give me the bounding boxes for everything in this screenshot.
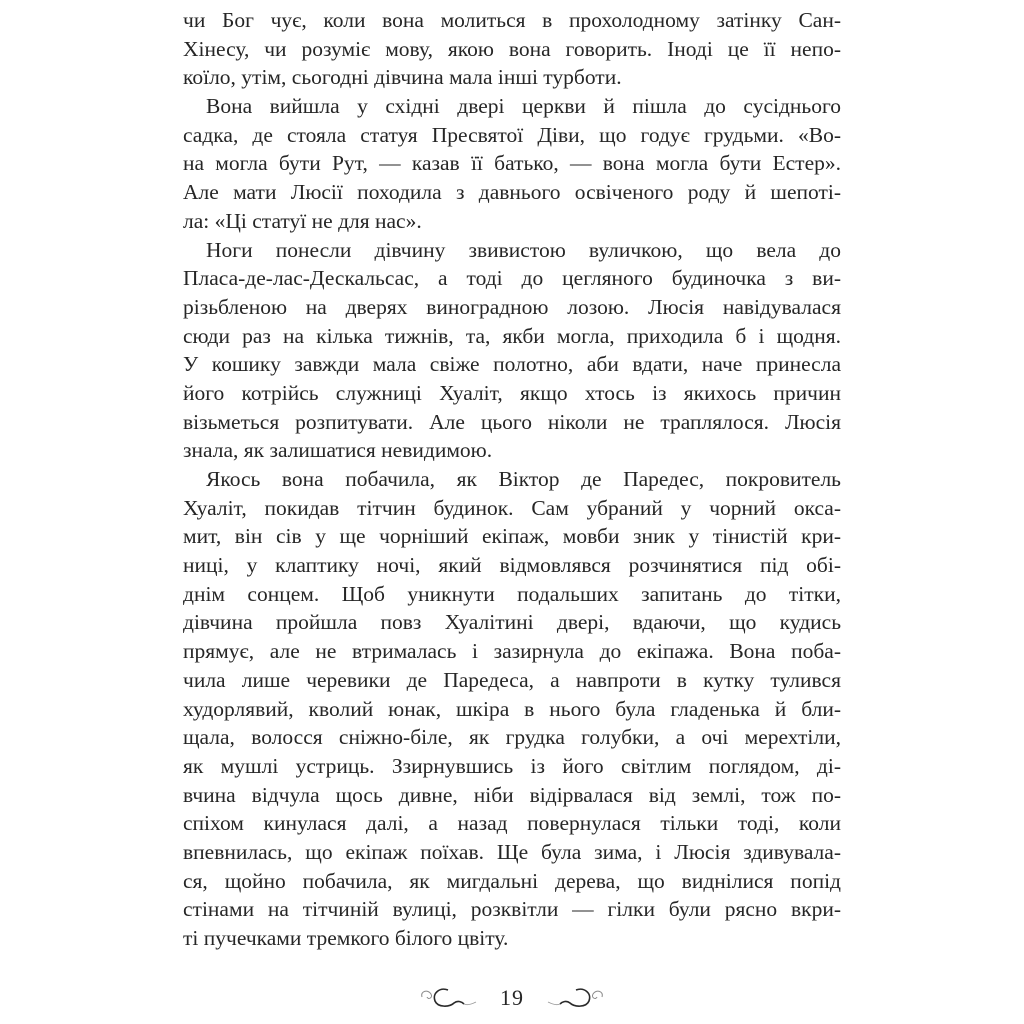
text-line: Ноги понесли дівчину звивистою вуличкою, що вела до — [206, 237, 841, 262]
text-line: коїло, утім, сьогодні дівчина мала інші турботи. — [183, 65, 622, 90]
text-line: на могла бути Рут, — казав її батько, — вона могла бути Естер». — [183, 151, 841, 176]
text-line: ся, щойно побачила, як мигдальні дерева, що виднілися попід — [183, 868, 841, 893]
text-line: ті пучечками тремкого білого цвіту. — [183, 926, 509, 950]
text-line: знала, як залишатися невидимою. — [183, 438, 493, 463]
page-number: 19 — [500, 985, 524, 1010]
text-line: худорлявий, кволий юнак, шкіра в нього була гладенька й бли- — [183, 696, 841, 721]
text-line: днім сонцем. Щоб уникнути подальших запитань до тітки, — [183, 581, 841, 606]
text-line: щала, волосся сніжно-біле, як грудка голубки, а очі мерехтіли, — [183, 725, 841, 750]
text-line: його котрійсь служниці Хуаліт, якщо хтось із якихось причин — [183, 380, 841, 405]
text-line: впевнилась, що екіпаж поїхав. Ще була зима, і Люсія здивувала- — [183, 839, 841, 864]
text-line: Вона вийшла у східні двері церкви й пішла до сусіднього — [206, 94, 841, 119]
text-line: ниці, у клаптику ночі, який відмовлявся розчинятися під обі- — [183, 553, 841, 578]
page-footer — [0, 978, 1024, 1018]
text-line: візьметься розпитувати. Але цього ніколи не траплялося. Люсія — [183, 409, 841, 434]
text-line: Якось вона побачила, як Віктор де Паредес, покровитель — [206, 467, 841, 491]
paragraph-1 — [183, 6, 841, 92]
text-line: ла: «Ці статуї не для нас». — [183, 208, 422, 233]
flourish-left-icon — [418, 985, 480, 1011]
text-line: вчина відчула щось дивне, ніби відірвалася від землі, тож по- — [183, 782, 841, 807]
text-line: Але мати Люсії походила з давнього освіченого роду й шепоті- — [183, 180, 841, 205]
paragraph-2 — [183, 92, 841, 235]
text-line: сюди раз на кілька тижнів, та, якби могла, приходила б і щодня. — [183, 323, 841, 348]
text-line: стінами на тітчиній вулиці, розквітли — гілки були рясно вкри- — [183, 897, 841, 922]
flourish-right-icon — [544, 985, 606, 1011]
text-line: прямує, але не втрималась і зазирнула до екіпажа. Вона поба- — [183, 639, 841, 664]
text-line: чила лише черевики де Паредеса, а навпроти в кутку тулився — [183, 667, 841, 692]
text-line: Пласа-де-лас-Дескальсас, а тоді до цегляного будиночка з ви- — [183, 266, 841, 291]
text-line: мит, він сів у ще чорніший екіпаж, мовби зник у тінистій кри- — [183, 524, 841, 549]
text-line: У кошику завжди мала свіже полотно, аби вдати, наче принесла — [183, 352, 841, 377]
text-line: як мушлі устриць. Ззирнувшись із його світлим поглядом, ді- — [183, 753, 841, 778]
text-line: Хуаліт, покидав тітчин будинок. Сам убраний у чорний окса- — [183, 495, 841, 520]
book-page-text — [183, 6, 841, 953]
text-line: садка, де стояла статуя Пресвятої Діви, що годує грудьми. «Во- — [183, 122, 841, 147]
paragraph-4 — [183, 465, 841, 953]
text-line: Хінесу, чи розуміє мову, якою вона говорить. Іноді це її непо- — [183, 36, 841, 61]
paragraph-3 — [183, 236, 841, 466]
text-line: спіхом кинулася далі, а назад повернулася тільки тоді, коли — [183, 811, 841, 836]
text-line: дівчина пройшла повз Хуалітині двері, вдаючи, що кудись — [183, 610, 841, 635]
text-line: чи Бог чує, коли вона молиться в прохолодному затінку Сан- — [183, 8, 841, 32]
text-line: різьбленою на дверях виноградною лозою. Люсія навідувалася — [183, 294, 841, 319]
